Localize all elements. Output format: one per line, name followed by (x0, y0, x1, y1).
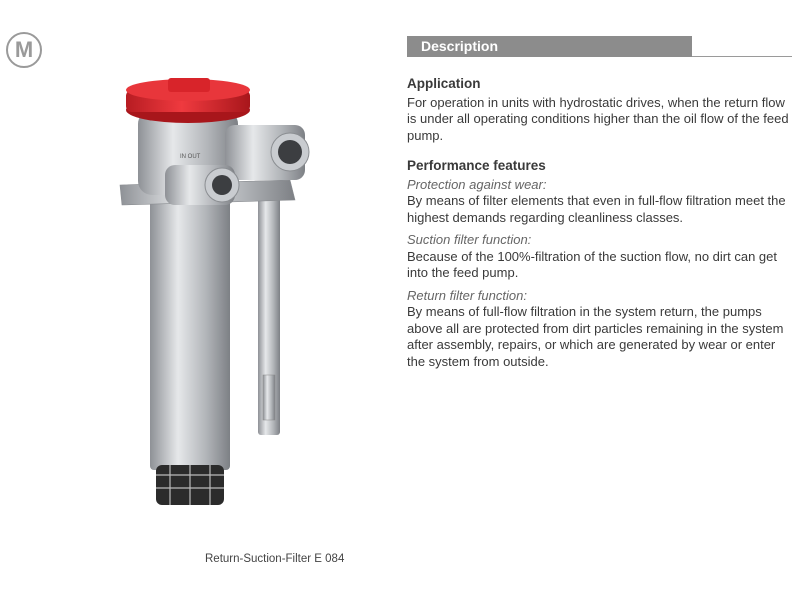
application-text: For operation in units with hydrostatic drives, when the return flow is under all operating conditions higher than the oil flow of the feed pump. (407, 94, 789, 143)
description-body (407, 76, 792, 370)
feature-title: Return filter function: (407, 287, 527, 303)
application-heading: Application (407, 76, 481, 91)
feature-text: By means of full-flow filtration in the system return, the pumps above all are protected from dirt particles remaining in the system after assembly, repairs, or which are generated by wear or enter the system from outside. (407, 304, 784, 369)
logo-letter: M (14, 37, 34, 62)
filter-bowl (150, 195, 230, 470)
header-rule (692, 56, 792, 57)
port-label: IN OUT (180, 154, 201, 160)
brand-logo (6, 32, 42, 68)
filter-product-image (110, 70, 320, 540)
cap-grip (168, 78, 210, 92)
section-header: Description (407, 36, 692, 57)
figure-caption: Return-Suction-Filter E 084 (205, 553, 345, 565)
feature-text: Because of the 100%-filtration of the suction flow, no dirt can get into the feed pump. (407, 248, 777, 280)
feature-title: Suction filter function: (407, 232, 532, 247)
feature-title: Protection against wear: (407, 176, 547, 192)
feature-text: By means of filter elements that even in full-flow filtration meet the highest demands regarding cleanliness classes. (407, 193, 786, 225)
performance-heading: Performance features (407, 158, 546, 173)
